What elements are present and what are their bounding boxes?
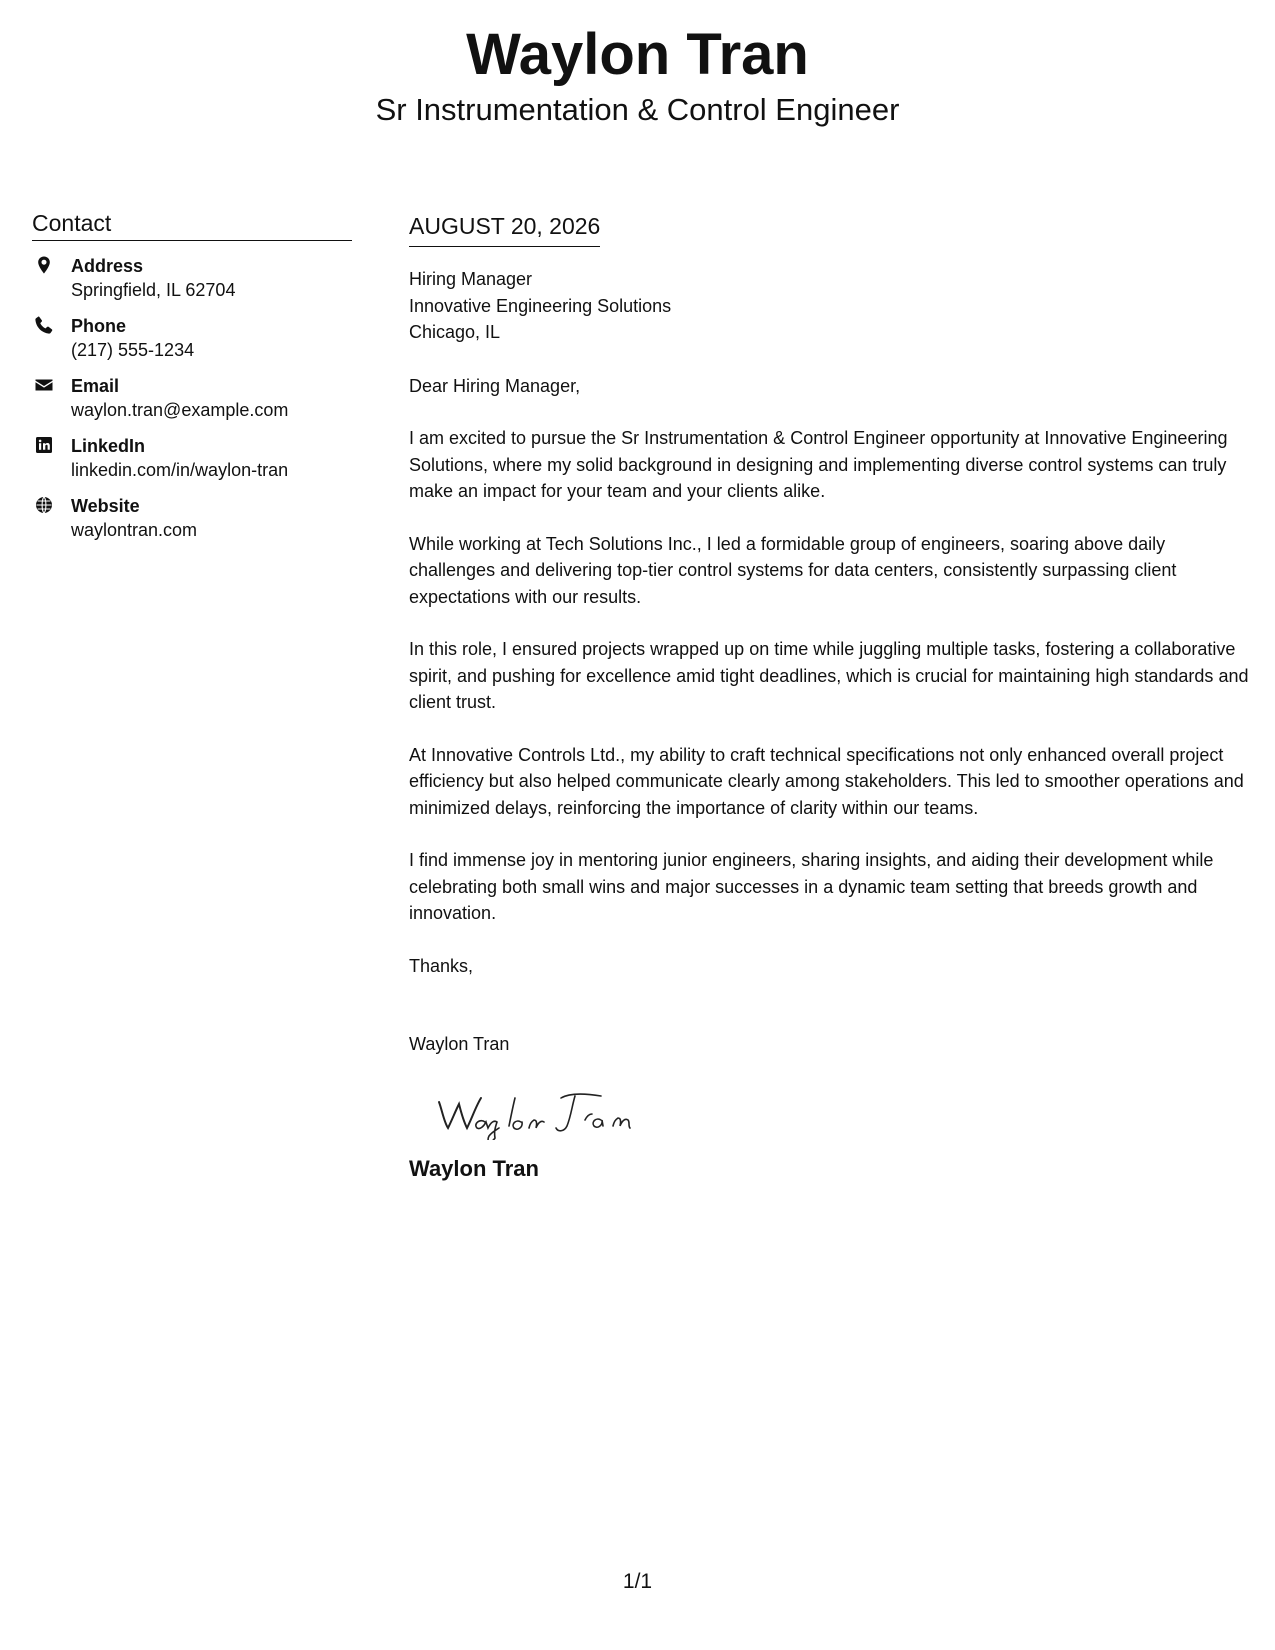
contact-label: LinkedIn: [71, 436, 146, 456]
envelope-icon: [34, 375, 54, 395]
signer-name: Waylon Tran: [409, 1034, 510, 1054]
signoff-name: Waylon Tran: [409, 1155, 539, 1181]
contact-label: Phone: [71, 316, 127, 336]
letter-header: [0, 20, 1275, 130]
salutation: Dear Hiring Manager,: [409, 375, 581, 396]
letter-date: AUGUST 20, 2026: [409, 210, 600, 247]
body-paragraph: I am excited to pursue the Sr Instrumentation & Control Engineer opportunity at Innovative Engineering Solutions, where my solid background in designing and implementing diverse control systems can truly make an impact for your team and your clients alike.: [409, 428, 1228, 501]
contact-item-email: [32, 374, 352, 422]
handwritten-signature: [435, 1084, 655, 1140]
recipient-line: Chicago, IL: [409, 322, 501, 342]
contact-item-website: [32, 494, 352, 542]
recipient-block: [409, 266, 1254, 346]
body-paragraph: I find immense joy in mentoring junior engineers, sharing insights, and aiding their development while celebrating both small wins and major successes in a dynamic team setting that breeds growth and innovation.: [409, 850, 1214, 923]
body-paragraph: At Innovative Controls Ltd., my ability to craft technical specifications not only enhanced overall project efficiency but also helped communicate clearly among stakeholders. This led to smoother operations and minimized delays, reinforcing the importance of clarity within our teams.: [409, 744, 1244, 818]
contact-value: Springfield, IL 62704: [71, 280, 236, 300]
contact-value: (217) 555-1234: [71, 340, 195, 360]
contact-value: waylontran.com: [71, 520, 198, 540]
applicant-name: Waylon Tran: [466, 22, 809, 87]
body-paragraph: In this role, I ensured projects wrapped up on time while juggling multiple tasks, fostering a collaborative spirit, and pushing for excellence amid tight deadlines, which is crucial for maintaining high standards and client trust.: [409, 639, 1249, 712]
contact-item-linkedin: [32, 434, 352, 482]
contact-heading: Contact: [32, 208, 352, 241]
contact-label: Email: [71, 376, 120, 396]
map-pin-icon: [34, 255, 54, 275]
linkedin-icon: [34, 435, 54, 455]
recipient-line: Hiring Manager: [409, 269, 533, 289]
contact-item-phone: [32, 314, 352, 362]
contact-label: Address: [71, 256, 144, 276]
closing: Thanks,: [409, 955, 474, 976]
contact-value: linkedin.com/in/waylon-tran: [71, 460, 289, 480]
contact-sidebar: [32, 208, 352, 542]
body-paragraph: While working at Tech Solutions Inc., I led a formidable group of engineers, soaring above daily challenges and delivering top-tier control systems for data centers, consistently surpassing client expectations with our results.: [409, 533, 1177, 607]
contact-value: waylon.tran@example.com: [71, 400, 289, 420]
contact-item-address: [32, 254, 352, 302]
phone-icon: [34, 315, 54, 335]
applicant-job-title: Sr Instrumentation & Control Engineer: [375, 92, 900, 127]
letter-body: [409, 210, 1254, 1184]
globe-icon: [34, 495, 54, 515]
recipient-line: Innovative Engineering Solutions: [409, 295, 672, 316]
page-number: 1/1: [622, 1570, 653, 1593]
contact-label: Website: [71, 496, 140, 516]
